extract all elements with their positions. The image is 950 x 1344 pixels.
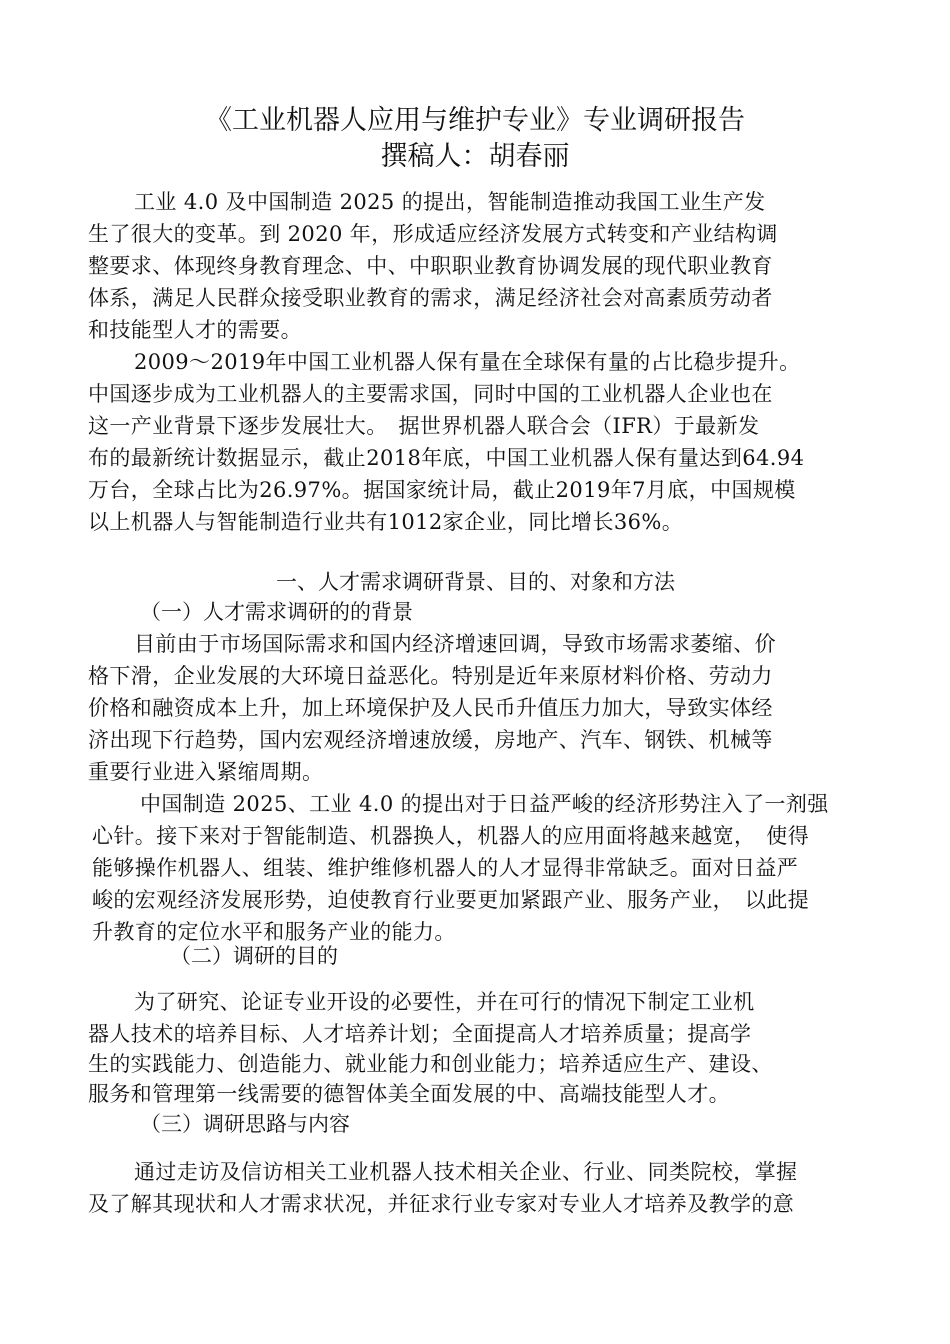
para4-line: 峻的宏观经济发展形势，迫使教育行业要更加紧跟产业、服务产业， 以此提: [92, 888, 810, 912]
section-heading: 一、人才需求调研背景、目的、对象和方法: [276, 570, 675, 594]
para1-line: 体系，满足人民群众接受职业教育的需求，满足经济社会对高素质劳动者: [88, 286, 773, 310]
document-author: 撰稿人：胡春丽: [380, 141, 570, 172]
para6-line: 通过走访及信访相关工业机器人技术相关企业、行业、同类院校，掌握: [134, 1160, 798, 1184]
para2-line: 以上机器人与智能制造行业共有1012家企业，同比增长36%。: [88, 510, 684, 534]
para4-line: 心针。接下来对于智能制造、机器换人，机器人的应用面将越来越宽， 使得: [92, 824, 810, 848]
para2-line: 这一产业背景下逐步发展壮大。 据世界机器人联合会（IFR）于最新发: [88, 414, 760, 438]
para3-line: 目前由于市场国际需求和国内经济增速回调，导致市场需求萎缩、价: [134, 632, 776, 656]
para2-line: 中国逐步成为工业机器人的主要需求国，同时中国的工业机器人企业也在: [88, 382, 773, 406]
subsection-heading: （二）调研的目的: [170, 944, 338, 968]
para3-line: 济出现下行趋势，国内宏观经济增速放缓，房地产、汽车、钢铁、机械等: [88, 728, 773, 752]
para1-line: 整要求、体现终身教育理念、中、中职职业教育协调发展的现代职业教育: [88, 254, 773, 278]
subsection-heading: （一）人才需求调研的的背景: [140, 600, 413, 624]
para3-line: 价格和融资成本上升，加上环境保护及人民币升值压力加大，导致实体经: [88, 696, 773, 720]
para4-line: 升教育的定位水平和服务产业的能力。: [92, 920, 456, 944]
para4-line: 能够操作机器人、组装、维护维修机器人的人才显得非常缺乏。面对日益严: [92, 856, 799, 880]
para3-line: 重要行业进入紧缩周期。: [88, 760, 324, 784]
para2-line: 布的最新统计数据显示，截止2018年底，中国工业机器人保有量达到64.94: [88, 446, 805, 470]
para5-line: 器人技术的培养目标、人才培养计划；全面提高人才培养质量；提高学: [88, 1022, 752, 1046]
para1-line: 生了很大的变革。到 2020 年，形成适应经济发展方式转变和产业结构调: [88, 222, 778, 246]
para3-line: 格下滑，企业发展的大环境日益恶化。特别是近年来原材料价格、劳动力: [88, 664, 773, 688]
para4-line: 中国制造 2025、工业 4.0 的提出对于日益严峻的经济形势注入了一剂强: [140, 792, 829, 816]
para5-line: 服务和管理第一线需要的德智体美全面发展的中、高端技能型人才。: [88, 1082, 730, 1106]
para5-line: 为了研究、论证专业开设的必要性，并在可行的情况下制定工业机: [134, 990, 755, 1014]
para6-line: 及了解其现状和人才需求状况，并征求行业专家对专业人才培养及教学的意: [88, 1192, 795, 1216]
para2-line: 2009～2019年中国工业机器人保有量在全球保有量的占比稳步提升。: [134, 350, 801, 374]
para1-line: 工业 4.0 及中国制造 2025 的提出，智能制造推动我国工业生产发: [134, 190, 766, 214]
para1-line: 和技能型人才的需要。: [88, 318, 302, 342]
para2-line: 万台，全球占比为26.97%。据国家统计局，截止2019年7月底，中国规模: [88, 478, 796, 502]
subsection-heading: （三）调研思路与内容: [140, 1112, 350, 1136]
para5-line: 生的实践能力、创造能力、就业能力和创业能力；培养适应生产、建设、: [88, 1052, 773, 1076]
document-title: 《工业机器人应用与维护专业》专业调研报告: [205, 105, 745, 136]
